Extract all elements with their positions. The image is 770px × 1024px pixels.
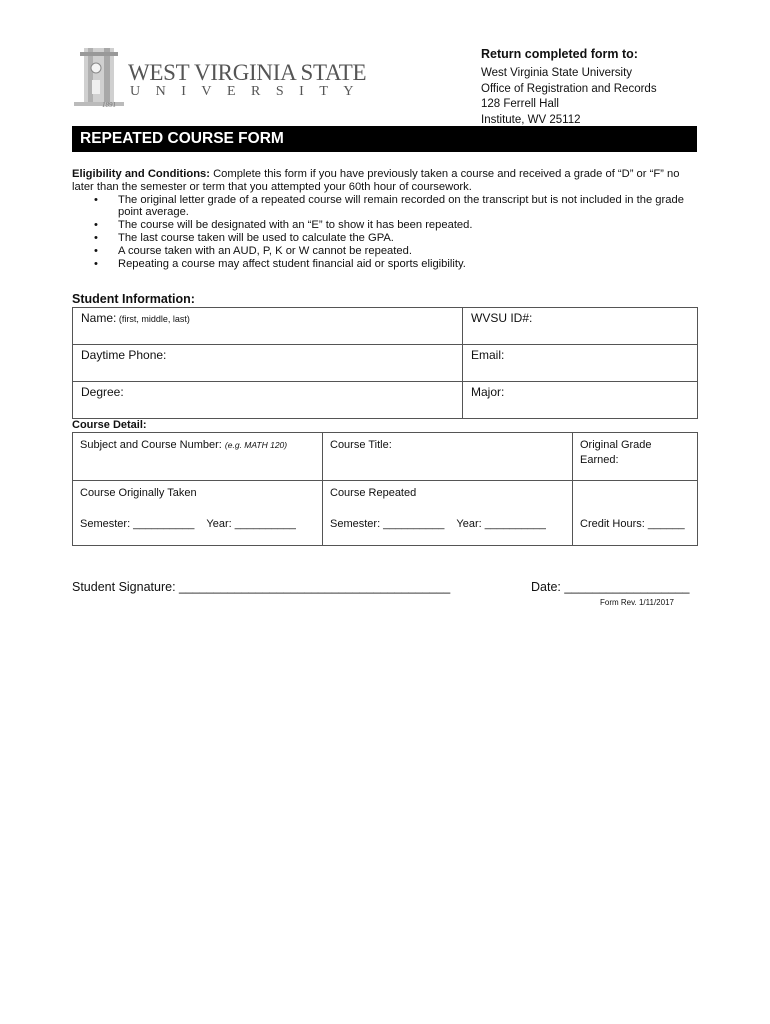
taken-year-field[interactable]: Year: __________ [206, 518, 296, 530]
bullet-icon: • [94, 244, 98, 257]
name-hint: (first, middle, last) [116, 314, 190, 324]
bullet-icon: • [94, 193, 98, 206]
credit-hours-field[interactable]: Credit Hours: ______ [580, 518, 685, 530]
subject-label: Subject and Course Number: [80, 439, 225, 451]
phone-label: Daytime Phone: [81, 348, 167, 362]
return-address [481, 47, 657, 129]
list-item: • A course taken with an AUD, P, K or W cannot be repeated. [94, 244, 412, 257]
course-detail-table [72, 432, 698, 546]
conditions-list [94, 194, 697, 271]
grade-label: Original Grade [580, 439, 652, 451]
form-revision: Form Rev. 1/11/2017 [600, 598, 674, 607]
return-line: Institute, WV 25112 [481, 114, 581, 127]
course-taken-field[interactable] [73, 481, 323, 546]
logo-name-line2: UNIVERSITY [130, 84, 369, 99]
university-logo [70, 46, 369, 112]
return-line: 128 Ferrell Hall [481, 98, 559, 111]
return-line: West Virginia State University [481, 66, 633, 79]
date-field[interactable]: Date: __________________ [531, 580, 690, 594]
form-title: REPEATED COURSE FORM [72, 126, 697, 152]
repeated-semester-field[interactable]: Semester: __________ [330, 518, 445, 530]
student-info-table [72, 307, 698, 419]
course-repeated-label: Course Repeated [330, 487, 417, 499]
credit-hours-cell[interactable] [573, 481, 698, 546]
email-field[interactable] [463, 345, 698, 382]
grade-label: Earned: [580, 454, 619, 466]
major-label: Major: [471, 385, 505, 399]
name-field[interactable] [73, 308, 463, 345]
name-label: Name: [81, 311, 117, 325]
subject-field[interactable] [73, 433, 323, 481]
course-title-label: Course Title: [330, 439, 392, 451]
course-taken-label: Course Originally Taken [80, 487, 197, 499]
course-title-field[interactable] [323, 433, 573, 481]
logo-name-line1: WEST VIRGINIA STATE [128, 60, 367, 85]
degree-field[interactable] [73, 382, 463, 419]
wvsu-id-field[interactable] [463, 308, 698, 345]
return-title: Return completed form to: [481, 47, 638, 61]
bullet-icon: • [94, 219, 98, 232]
tower-emblem-icon [70, 46, 126, 112]
taken-semester-field[interactable]: Semester: __________ [80, 518, 195, 530]
course-repeated-field[interactable] [323, 481, 573, 546]
bullet-icon: • [94, 231, 98, 244]
list-item: • Repeating a course may affect student financial aid or sports eligibility. [94, 257, 466, 270]
eligibility-label: Eligibility and Conditions: [72, 168, 210, 180]
repeated-year-field[interactable]: Year: __________ [456, 518, 546, 530]
return-line: Office of Registration and Records [481, 82, 657, 95]
list-item: • The original letter grade of a repeated course will remain recorded on the transcript but is not included in the grade point average. [94, 193, 684, 219]
eligibility-text: Complete this form if you have previously taken a course and received a grade of “D” or “F” no later than the semester or term that you attempted your 60th hour of coursework. [72, 168, 680, 193]
bullet-icon: • [94, 257, 98, 270]
course-detail-title: Course Detail: [72, 419, 147, 431]
eligibility-section [72, 168, 697, 270]
major-field[interactable] [463, 382, 698, 419]
eligibility-paragraph [72, 168, 697, 194]
email-label: Email: [471, 348, 505, 362]
phone-field[interactable] [73, 345, 463, 382]
list-item: • The last course taken will be used to calculate the GPA. [94, 231, 394, 244]
subject-hint: (e.g. MATH 120) [224, 440, 288, 450]
list-item: • The course will be designated with an “E” to show it has been repeated. [94, 219, 473, 232]
original-grade-field[interactable] [573, 433, 698, 481]
degree-label: Degree: [81, 385, 124, 399]
student-signature-field[interactable]: Student Signature: _______________________________________ [72, 580, 451, 594]
wvsu-id-label: WVSU ID#: [471, 311, 533, 325]
logo-year: 1891 [102, 101, 116, 109]
student-info-title: Student Information: [72, 292, 195, 306]
